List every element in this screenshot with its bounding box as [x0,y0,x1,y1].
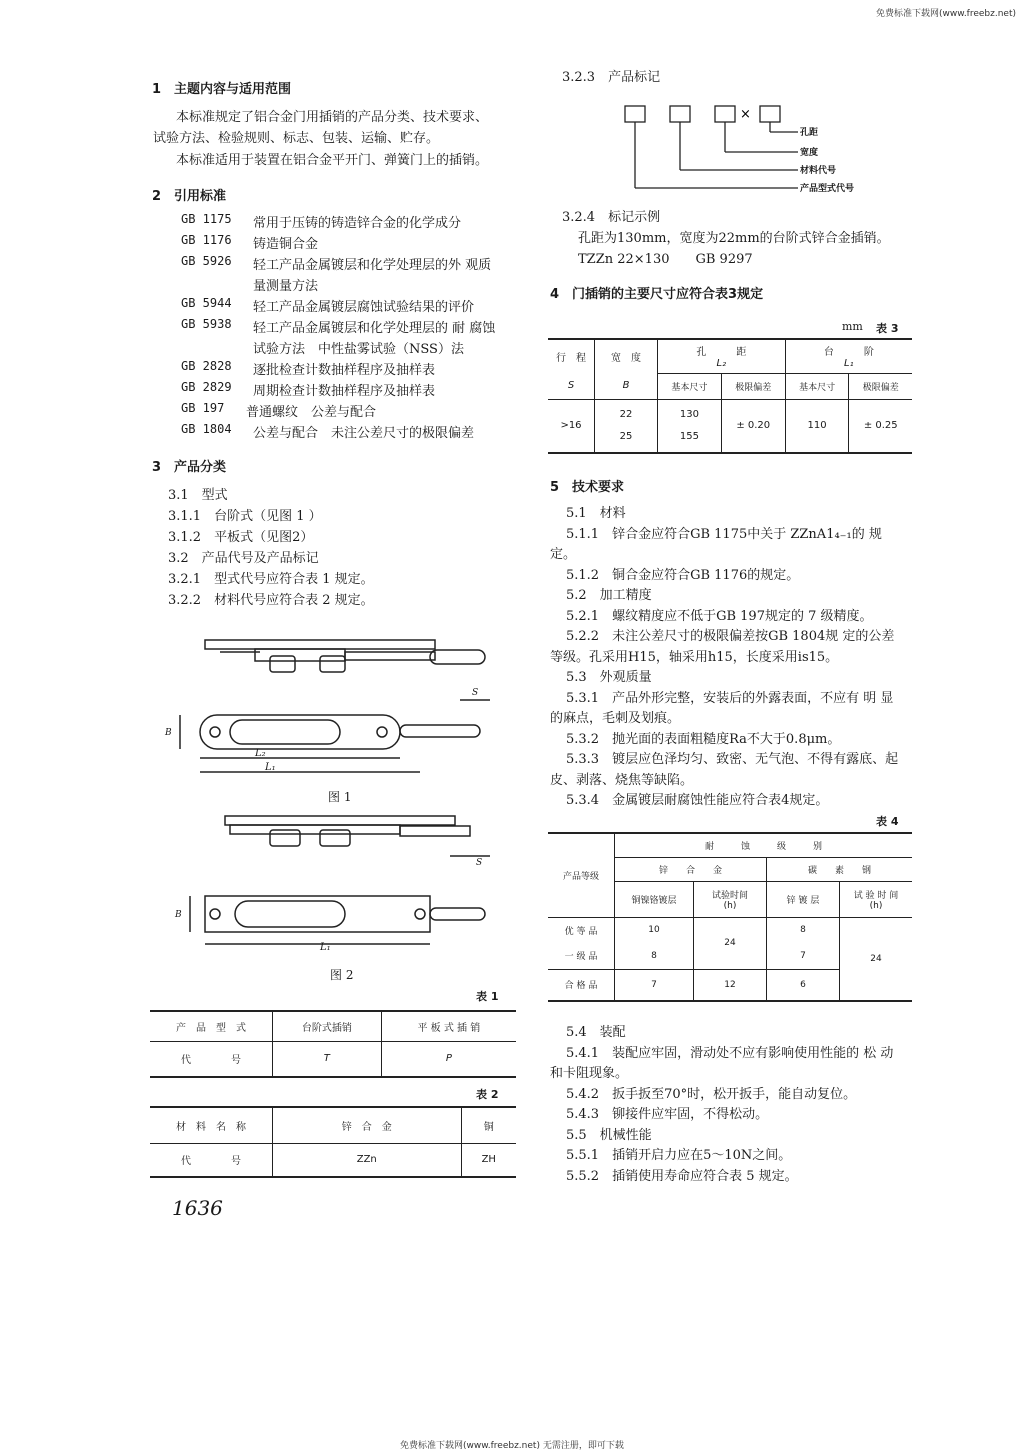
reference-code: GB 2828 [181,359,232,373]
section-5-title: 5 技术要求 [550,480,625,495]
multiply-sign: × [740,107,751,122]
reference-title: 试验方法 中性盐雾试验（NSS）法 [253,342,464,357]
t3-s-value: >16 [548,399,595,453]
s5-item: 皮、剥落、烧焦等缺陷。 [550,772,694,788]
reference-title: 量测量方法 [253,279,319,294]
t3-h2-step-basic: 基本尺寸 [785,373,849,399]
s5-item: 5.3.2 抛光面的表面粗糙度Ra不大于0.8μm。 [566,731,841,747]
s5-item: 5.2.2 未注公差尺寸的极限偏差按GB 1804规 定的公差 [566,629,895,644]
mark-label-material: 材料代号 [800,166,837,176]
s5-item: 5.2.1 螺纹精度应不低于GB 197规定的 7 级精度。 [566,608,873,624]
reference-title: 周期检查计数抽样程序及抽样表 [253,384,436,399]
t4-r2-plate: 6 [767,969,840,1001]
section-2-title: 2 引用标准 [152,189,227,204]
figure-2-drawing [170,808,500,958]
t1-r0: 代 号 [181,1055,241,1067]
mark-label-hole: 孔距 [800,128,819,138]
table-4 [548,832,912,1002]
s5-item: 5.1 材料 [566,506,626,521]
reference-title: 轻工产品金属镀层腐蚀试验结果的评价 [253,300,475,315]
s54-item: 5.5 机械性能 [566,1127,652,1143]
reference-code: GB 1176 [181,233,232,247]
reference-title: 公差与配合 未注公差尺寸的极限偏差 [253,426,475,441]
t4-h-plate: 锌 镀 层 [767,881,840,917]
section-1-title: 1 主题内容与适用范围 [152,82,292,97]
t4-r0-cu: 10 [615,917,694,943]
t3-hole-tol: ± 0.20 [721,399,785,453]
reference-code: GB 5926 [181,254,232,268]
t3-b-22: 22 [619,408,633,420]
reference-title: 常用于压铸的铸造锌合金的化学成分 [253,216,462,231]
s5-item: 5.1.2 铜合金应符合GB 1176的规定。 [566,567,800,583]
s5-item: 5.3.1 产品外形完整，安装后的外露表面，不应有 明 显 [566,690,894,706]
s5-item: 定。 [550,547,577,562]
fig2-label-s: S [476,858,483,868]
t3-h2-hole-basic: 基本尺寸 [658,373,722,399]
t3-h2-hole-tol: 极限偏差 [721,373,785,399]
t4-r1-grade: 一 级 品 [548,943,615,969]
t3-h-step-sub: L₁ [844,358,854,370]
s1-para2: 本标准适用于装置在铝合金平开门、弹簧门上的插销。 [176,153,489,168]
t3-b-values [595,399,658,453]
t3-h-hole-label: 孔 距 [696,347,747,359]
t4-h-level: 耐 蚀 级 别 [615,833,913,857]
s54-item: 5.5.2 插销使用寿命应符合表 5 规定。 [566,1168,798,1184]
table-2 [150,1106,516,1178]
t3-step: 110 [785,399,849,453]
t4-h-grade: 产品等级 [548,833,615,917]
t3-h2-b: B [595,373,658,399]
s54-item: 5.4.3 铆接件应牢固，不得松动。 [566,1107,769,1122]
t1-h0: 产 品 型 式 [176,1022,246,1034]
figure-1-caption: 图 1 [328,790,352,804]
t4-r1-plate: 7 [767,943,840,969]
mark-label-width: 宽度 [800,148,819,158]
s3-item: 3.2.1 型式代号应符合表 1 规定。 [168,572,374,587]
s5-item: 5.3.4 金属镀层耐腐蚀性能应符合表4规定。 [566,793,829,808]
t3-h2-step-tol: 极限偏差 [862,382,899,393]
t3-h-step [785,339,912,373]
table-2-caption: 表 2 [476,1088,499,1101]
figure-1-drawing [160,630,500,790]
s54-item: 5.4.2 扳手扳至70°时，松开扳手，能自动复位。 [566,1086,857,1102]
reference-code: GB 1804 [181,422,232,436]
t4-r2-grade: 合 格 品 [548,969,615,1001]
t4-r2-time: 12 [694,969,767,1001]
t2-r1: ZZn [273,1143,462,1177]
table-3-caption: 表 3 [876,322,899,335]
s5-item: 5.1.1 锌合金应符合GB 1175中关于 ZZnA1₄₋₁的 规 [566,526,882,542]
reference-code: GB 197 [181,401,225,415]
t4-h-steel: 碳 素 钢 [767,857,913,881]
t4-h-time1: 试验时间 (h) [694,881,767,917]
fig2-label-b: B [175,910,182,920]
t2-h2: 铜 [461,1107,516,1143]
t4-r1-cu: 8 [615,943,694,969]
t1-r1: T [273,1041,382,1077]
t1-h1: 台阶式插销 [273,1011,382,1041]
t3-h-hole-sub: L₂ [716,358,727,370]
t4-h-zn: 锌 合 金 [615,857,767,881]
s3-item: 3.1 型式 [168,488,228,503]
t3-h-width: 宽 度 [595,339,658,373]
s324-para: 孔距为130mm，宽度为22mm的台阶式锌合金插销。 [578,231,890,246]
t3-hole-155: 155 [679,430,699,442]
fig1-label-l2: L₂ [255,748,266,759]
t1-h2: 平 板 式 插 销 [381,1011,516,1041]
table-3-unit: mm [842,320,863,333]
s324-code: TZZn 22×130 GB 9297 [578,252,753,267]
s5-item: 5.3.3 镀层应色泽均匀、致密、无气泡、不得有露底、起 [566,752,899,767]
fig1-label-s: S [472,688,479,698]
reference-title: 逐批检查计数抽样程序及抽样表 [253,363,436,378]
t4-r0-grade: 优 等 品 [548,917,615,943]
s323-title: 3.2.3 产品标记 [562,70,661,85]
s5-item: 等级。孔采用H15，轴采用h15，长度采用is15。 [550,649,839,665]
t4-h-time2: 试 验 时 间 (h) [853,890,899,911]
reference-code: GB 5944 [181,296,232,310]
t2-r0: 代 号 [181,1156,241,1168]
s3-item: 3.2.2 材料代号应符合表 2 规定。 [168,593,374,608]
t2-r2: ZH [461,1143,516,1177]
t4-time1-merged: 24 [694,917,767,969]
s3-item: 3.1.2 平板式（见图2） [168,530,314,545]
s5-item: 的麻点，毛刺及划痕。 [550,711,681,726]
t4-r2-cu: 7 [615,969,694,1001]
s54-item: 5.4.1 装配应牢固，滑动处不应有影响使用性能的 松 动 [566,1045,894,1061]
s324-title: 3.2.4 标记示例 [562,210,661,225]
product-mark-diagram [620,100,820,200]
reference-title: 轻工产品金属镀层和化学处理层的 耐 腐蚀 [253,321,496,336]
t2-h1: 锌 合 金 [273,1107,462,1143]
table-4-caption: 表 4 [876,815,899,828]
fig1-label-l1: L₁ [265,762,276,773]
t3-h-hole [658,339,786,373]
reference-code: GB 5938 [181,317,232,331]
reference-title: 普通螺纹 公差与配合 [246,405,377,420]
reference-code: GB 1175 [181,212,232,226]
s54-item: 5.5.1 插销开启力应在5～10N之间。 [566,1148,792,1163]
top-watermark: 免费标准下载网(www.freebz.net) [876,9,1016,19]
s5-item: 5.3 外观质量 [566,670,652,685]
reference-title: 铸造铜合金 [253,237,319,252]
t3-hole-values [658,399,722,453]
t4-h-cu: 铜镍铬镀层 [615,881,694,917]
figure-2-caption: 图 2 [330,968,354,982]
s3-item: 3.2 产品代号及产品标记 [168,551,319,566]
s1-para1b: 试验方法、检验规则、标志、包装、运输、贮存。 [153,131,440,146]
table-1-caption: 表 1 [476,990,499,1003]
t1-r2: P [381,1041,516,1077]
s1-para1a: 本标准规定了铝合金门用插销的产品分类、技术要求、 [176,110,489,125]
t3-hole-130: 130 [679,408,699,420]
s5-item: 5.2 加工精度 [566,588,652,603]
table-3 [548,338,912,454]
reference-title: 轻工产品金属镀层和化学处理层的外 观质 [253,258,492,273]
bottom-watermark: 免费标准下载网(www.freebz.net) 无需注册，即可下载 [400,1441,624,1451]
mark-label-type: 产品型式代号 [800,184,855,194]
t2-h0: 材 料 名 称 [176,1121,246,1133]
t3-h-step-label: 台 阶 [823,347,874,359]
s54-item: 和卡阻现象。 [550,1066,629,1081]
fig1-label-b: B [165,728,172,738]
fig2-label-l1: L₁ [320,942,331,953]
s3-item: 3.1.1 台阶式（见图 1 ） [168,509,322,524]
t4-time2-merged: 24 [870,953,882,964]
t3-h2-s: S [548,373,595,399]
t3-step-tol: ± 0.25 [863,420,898,432]
t3-h-stroke: 行 程 [548,339,595,373]
section-4-title: 4 门插销的主要尺寸应符合表3规定 [550,287,764,302]
reference-code: GB 2829 [181,380,232,394]
t4-r0-plate: 8 [767,917,840,943]
t3-b-25: 25 [619,430,633,442]
page-number: 1636 [172,1196,223,1220]
s54-item: 5.4 装配 [566,1025,626,1040]
section-3-title: 3 产品分类 [152,460,227,475]
table-1 [150,1010,516,1078]
